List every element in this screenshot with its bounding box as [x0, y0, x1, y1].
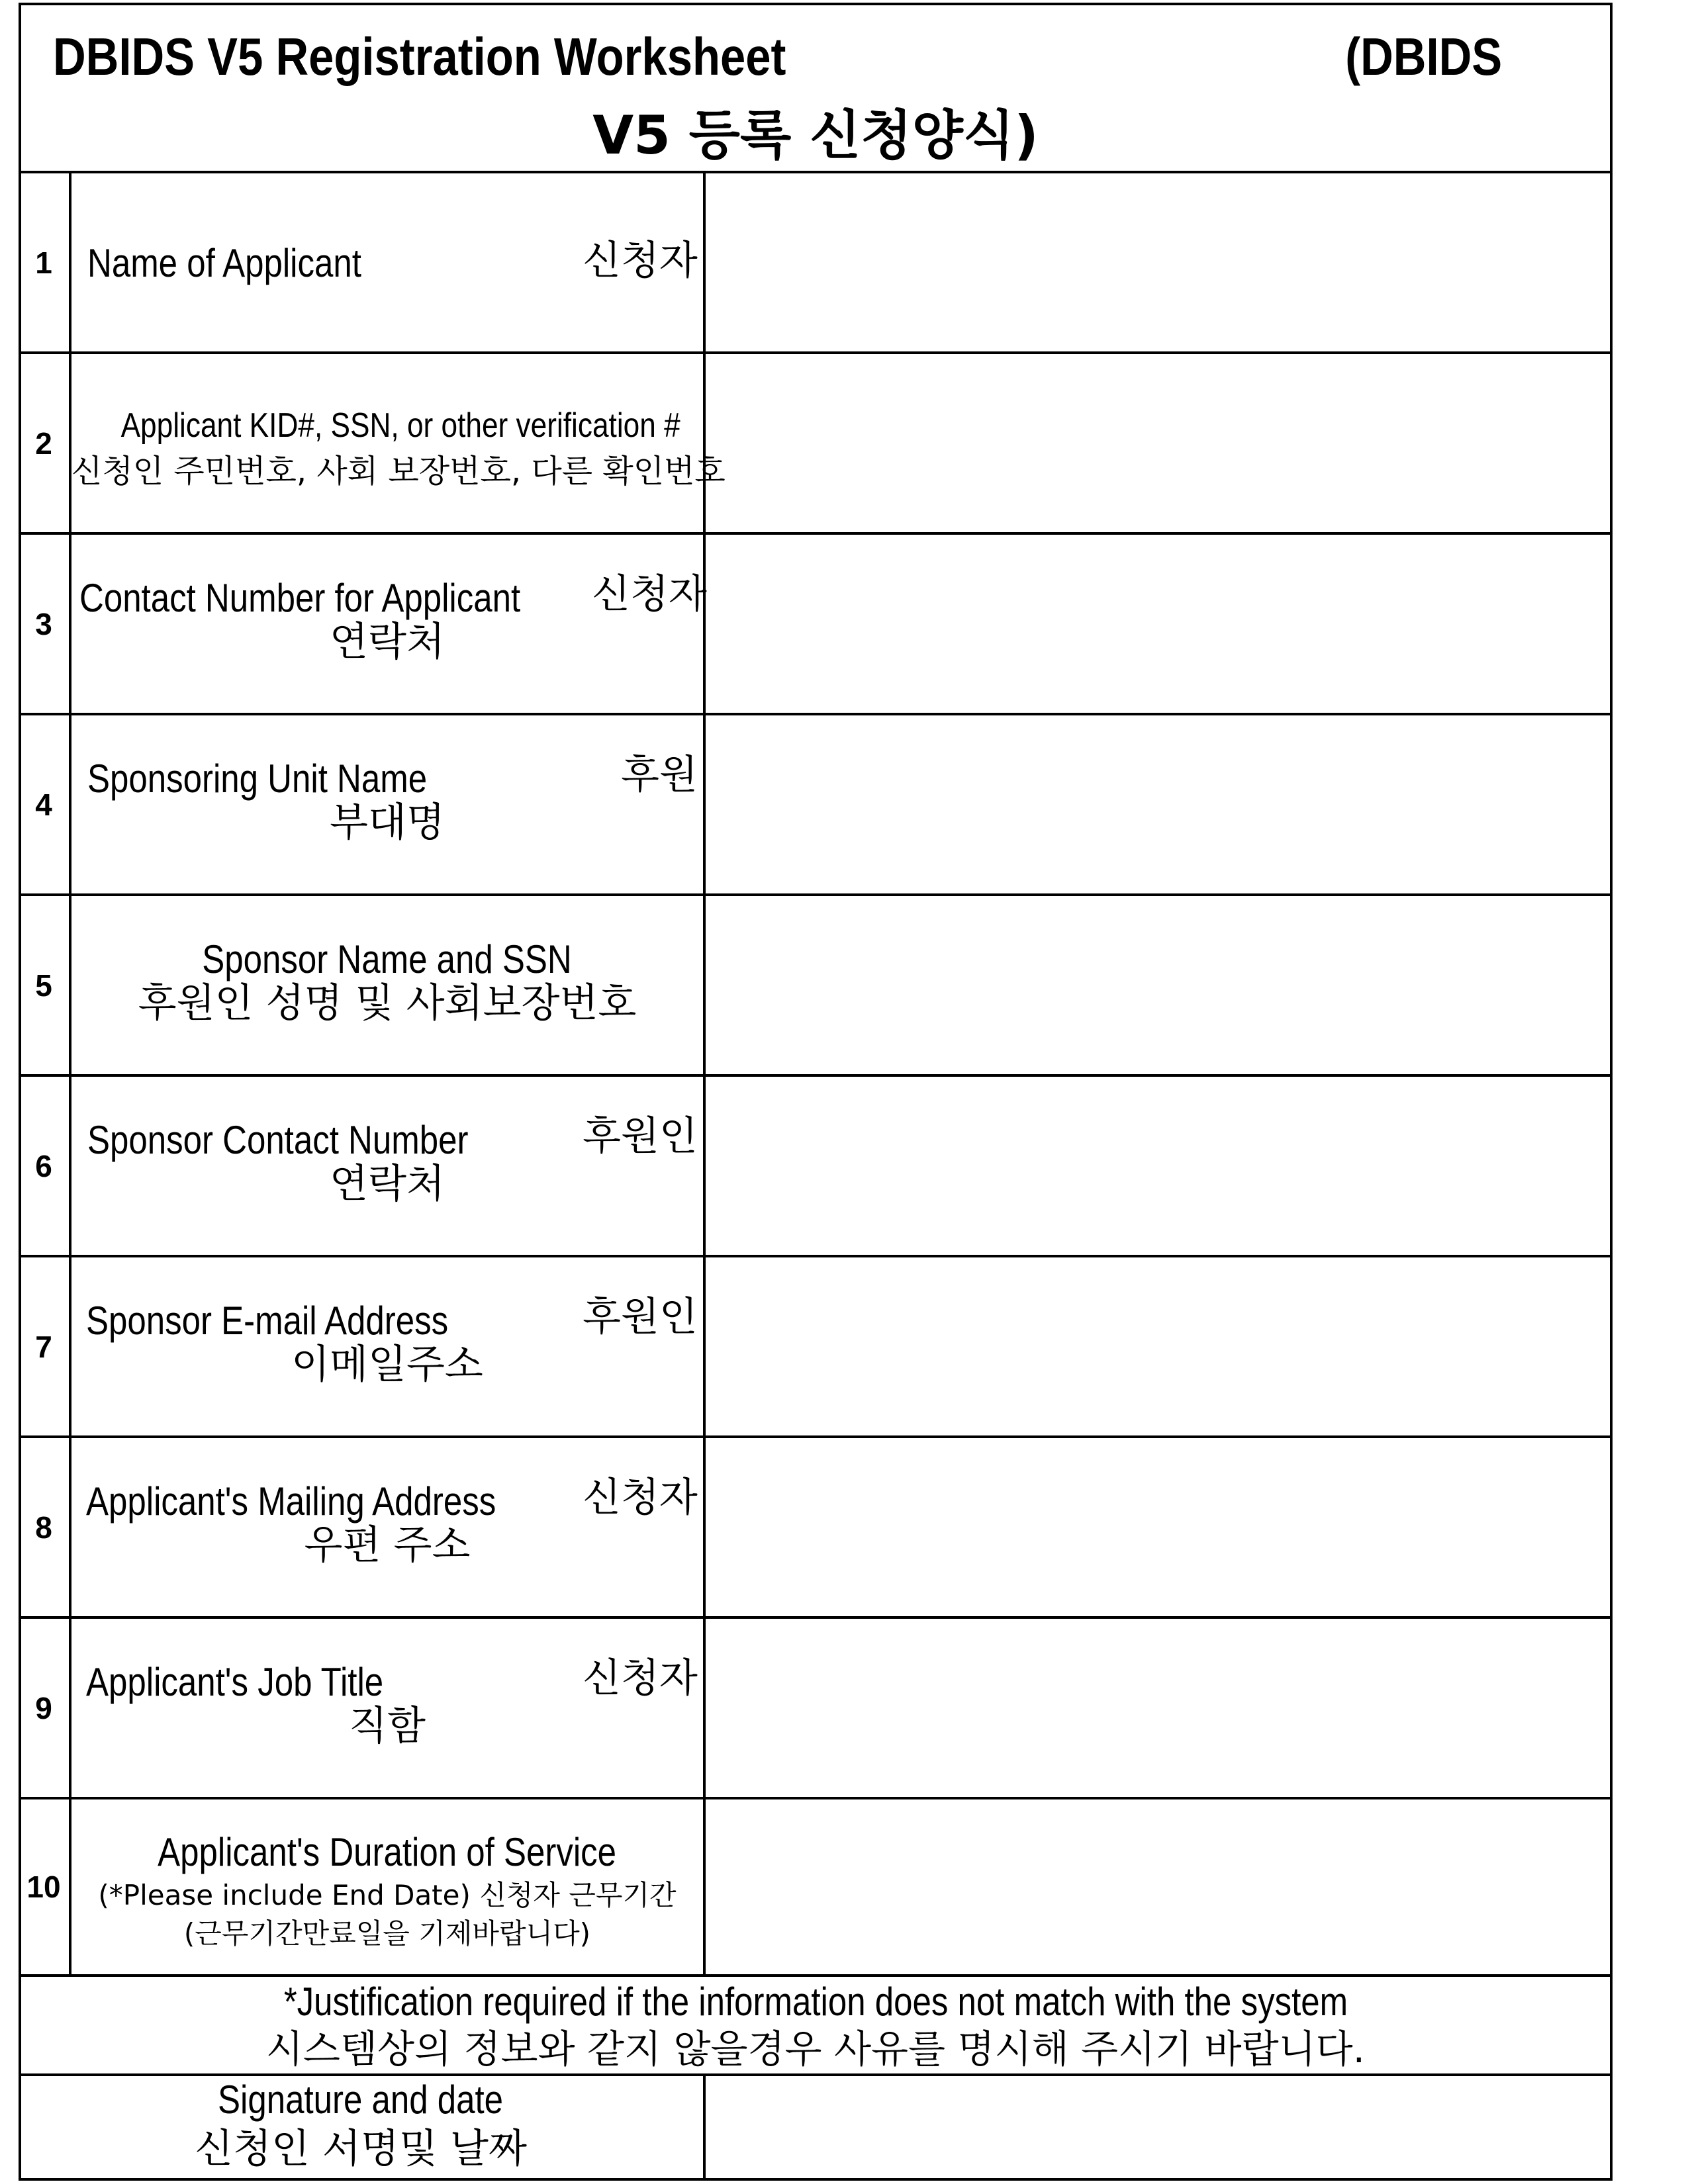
label-english: Applicant's Mailing Address: [86, 1479, 496, 1524]
signature-label: [19, 2076, 706, 2181]
row-number: 4: [19, 715, 71, 893]
signature-label-korean: 신청인 서명및 날짜: [195, 2126, 527, 2172]
label-english: Applicant KID#, SSN, or other verification #: [120, 406, 680, 445]
field-label: [71, 354, 726, 532]
title-korean: V5 등록 신청양식): [592, 105, 1039, 166]
row-job-title: [19, 1619, 1613, 1799]
row-sponsoring-unit: [19, 715, 1613, 896]
sponsor-email-field[interactable]: [706, 1257, 1613, 1435]
row-number: 10: [19, 1799, 71, 1974]
row-mailing-address: [19, 1438, 1613, 1619]
field-label: [71, 896, 706, 1074]
label-korean-2: 연락처: [330, 619, 445, 665]
signature-row: [19, 2076, 1613, 2181]
row-number: 5: [19, 896, 71, 1074]
title-english-paren: (DBIDS: [1345, 27, 1503, 86]
label-english: Sponsor Name and SSN: [202, 937, 573, 981]
field-label: [71, 1257, 706, 1435]
row-number: 1: [19, 173, 71, 351]
label-korean: 신청자: [592, 571, 707, 617]
label-korean-2: 부대명: [330, 799, 445, 846]
mailing-address-field[interactable]: [706, 1438, 1613, 1616]
label-korean-2: (근무기간만료일을 기제바랍니다): [183, 1917, 591, 1950]
label-english: Sponsor Contact Number: [87, 1118, 469, 1162]
label-english: Name of Applicant: [87, 241, 361, 285]
title-english: DBIDS V5 Registration Worksheet: [53, 27, 786, 86]
row-sponsor-email: [19, 1257, 1613, 1438]
sponsor-contact-field[interactable]: [706, 1077, 1613, 1255]
duration-of-service-field[interactable]: [706, 1799, 1613, 1974]
label-korean-2: 직함: [349, 1703, 426, 1749]
label-korean: 신청자: [583, 1655, 698, 1702]
justification-note: [19, 1977, 1613, 2076]
label-korean: 후원인: [583, 1113, 698, 1160]
label-korean: 신청인 주민번호, 사회 보장번호, 다른 확인번호: [71, 453, 726, 490]
field-label: [71, 173, 706, 351]
row-applicant-name: [19, 173, 1613, 354]
applicant-name-field[interactable]: [706, 173, 1613, 351]
label-english: Sponsoring Unit Name: [87, 756, 428, 801]
row-number: 3: [19, 535, 71, 713]
sponsoring-unit-field[interactable]: [706, 715, 1613, 893]
applicant-contact-field[interactable]: [706, 535, 1613, 713]
applicant-id-field[interactable]: [706, 354, 1613, 532]
row-number: 6: [19, 1077, 71, 1255]
label-korean-2: 연락처: [330, 1161, 445, 1207]
row-sponsor-name: [19, 896, 1613, 1077]
signature-label-english: Signature and date: [218, 2077, 504, 2122]
row-duration-of-service: [19, 1799, 1613, 1977]
note-english: *Justification required if the information does not match with the system: [283, 1979, 1348, 2024]
row-applicant-contact: [19, 535, 1613, 715]
row-number: 7: [19, 1257, 71, 1435]
row-sponsor-contact: [19, 1077, 1613, 1257]
registration-worksheet: [19, 3, 1613, 2181]
label-english: Sponsor E-mail Address: [86, 1298, 449, 1343]
title-row: [19, 3, 1613, 173]
field-label: [71, 715, 706, 893]
label-korean-2: 이메일주소: [291, 1342, 483, 1388]
signature-field[interactable]: [706, 2076, 1613, 2181]
label-english: Applicant's Job Title: [86, 1660, 384, 1704]
row-applicant-id: [19, 354, 1613, 535]
sponsor-name-field[interactable]: [706, 896, 1613, 1074]
label-korean: 후원: [621, 752, 698, 798]
label-korean: 신청자: [583, 1475, 698, 1521]
field-label: [71, 1619, 706, 1797]
label-korean: 신청자: [583, 238, 698, 284]
field-label: [71, 1077, 706, 1255]
row-number: 9: [19, 1619, 71, 1797]
job-title-field[interactable]: [706, 1619, 1613, 1797]
label-english: Contact Number for Applicant: [79, 576, 521, 620]
label-english: Applicant's Duration of Service: [158, 1830, 617, 1874]
field-label: [71, 535, 706, 713]
label-korean-2: 우편 주소: [304, 1522, 471, 1569]
note-korean: 시스템상의 정보와 같지 않을경우 사유를 명시해 주시기 바랍니다.: [265, 2026, 1366, 2071]
label-korean: (*Please include End Date) 신청자 근무기간: [98, 1879, 677, 1911]
label-korean: 후원인: [583, 1294, 698, 1340]
row-number: 2: [19, 354, 71, 532]
label-korean: 후원인 성명 및 사회보장번호: [138, 980, 637, 1026]
row-number: 8: [19, 1438, 71, 1616]
field-label: [71, 1799, 706, 1974]
field-label: [71, 1438, 706, 1616]
